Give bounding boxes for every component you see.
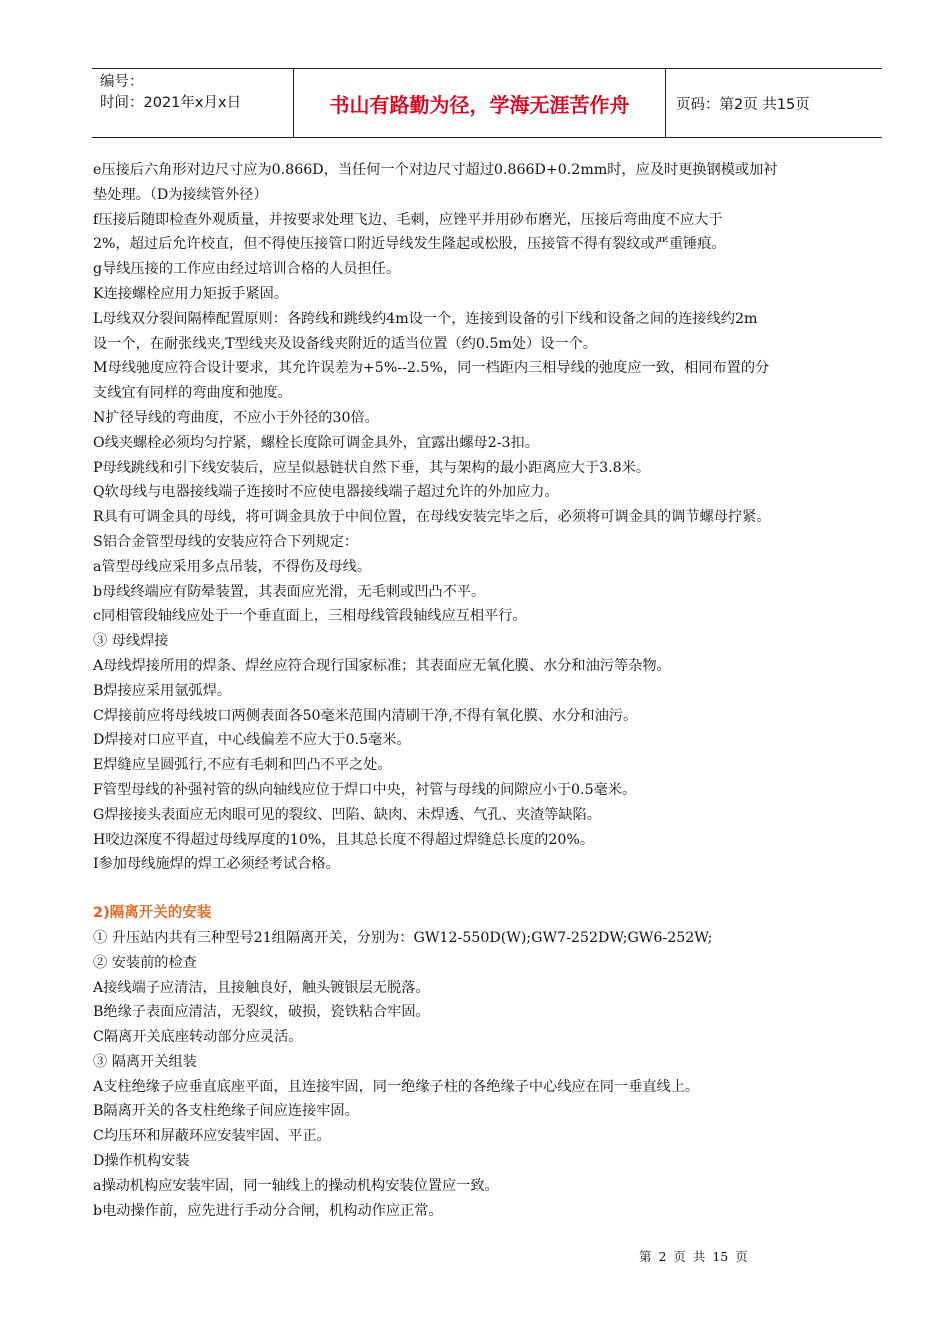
text-line: 支线宜有同样的弯曲度和弛度。 bbox=[93, 385, 292, 402]
text-line: ① 升压站内共有三种型号21组隔离开关，分别为：GW12-550D(W);GW7-252DW;GW6-252W; bbox=[93, 929, 713, 946]
text-line: a操动机构应安装牢固，同一轴线上的操动机构安装位置应一致。 bbox=[93, 1177, 499, 1194]
text-line: a管型母线应采用多点吊装，不得伤及母线。 bbox=[93, 558, 372, 575]
text-line: M母线驰度应符合设计要求，其允许误差为+5%--2.5%，同一档距内三相导线的弛度应一致，相同布置的分 bbox=[93, 360, 770, 377]
header-motto: 书山有路勤为径，学海无涯苦作舟 bbox=[294, 69, 666, 137]
text-line: B隔离开关的各支柱绝缘子间应连接牢固。 bbox=[93, 1103, 359, 1120]
busbar-section-text bbox=[93, 158, 893, 877]
text-line: B焊接应采用氩弧焊。 bbox=[93, 682, 232, 699]
text-line: I参加母线施焊的焊工必须经考试合格。 bbox=[93, 856, 340, 873]
text-line: ③ 隔离开关组装 bbox=[93, 1053, 197, 1070]
text-line: b电动操作前，应先进行手动分合闸，机构动作应正常。 bbox=[93, 1202, 443, 1219]
text-line: H咬边深度不得超过母线厚度的10%，且其总长度不得超过焊缝总长度的20%。 bbox=[93, 831, 595, 848]
text-line: S铝合金管型母线的安装应符合下列规定： bbox=[93, 533, 359, 550]
disconnector-section-text bbox=[93, 926, 893, 1224]
text-line: P母线跳线和引下线安装后，应呈似悬链状自然下垂，其与架构的最小距离应大于3.8米。 bbox=[93, 459, 651, 476]
text-line: E焊缝应呈圆弧行,不应有毛刺和凹凸不平之处。 bbox=[93, 757, 392, 774]
section-heading: 2)隔离开关的安装 bbox=[93, 905, 212, 922]
text-line: N扩径导线的弯曲度，不应小于外径的30倍。 bbox=[93, 409, 379, 426]
text-line: G焊接接头表面应无肉眼可见的裂纹、凹陷、缺肉、未焊透、气孔、夹渣等缺陷。 bbox=[93, 806, 601, 823]
text-line: f压接后随即检查外观质量，并按要求处理飞边、毛刺，应锉平并用砂布磨光，压接后弯曲度不应大于 bbox=[93, 211, 723, 228]
text-line: F管型母线的补强衬管的纵向轴线应位于焊口中央，衬管与母线的间隙应小于0.5毫米。 bbox=[93, 781, 637, 798]
text-line: 设一个，在耐张线夹,T型线夹及设备线夹附近的适当位置（约0.5m处）设一个。 bbox=[93, 335, 597, 352]
text-line: c同相管段轴线应处于一个垂直面上，三相母线管段轴线应互相平行。 bbox=[93, 608, 527, 625]
text-line: C均压环和屏蔽环应安装牢固、平正。 bbox=[93, 1128, 331, 1145]
text-line: b母线终端应有防晕装置，其表面应光滑，无毛刺或凹凸不平。 bbox=[93, 583, 486, 600]
text-line: A支柱绝缘子应垂直底座平面，且连接牢固，同一绝缘子柱的各绝缘子中心线应在同一垂直线上。 bbox=[93, 1078, 700, 1095]
text-line: C隔离开关底座转动部分应灵活。 bbox=[93, 1029, 303, 1046]
header-meta bbox=[92, 69, 294, 137]
text-line: Q软母线与电器接线端子连接时不应使电器接线端子超过允许的外加应力。 bbox=[93, 484, 559, 501]
text-line: 2%，超过后允许校直，但不得使压接管口附近导线发生隆起或松股，压接管不得有裂纹或严重锤痕。 bbox=[93, 236, 726, 253]
page-header bbox=[92, 68, 882, 138]
text-line: D操作机构安装 bbox=[93, 1153, 190, 1170]
text-line: g导线压接的工作应由经过培训合格的人员担任。 bbox=[93, 261, 401, 278]
text-line: O线夹螺栓必须均匀拧紧，螺栓长度除可调金具外，宜露出螺母2-3扣。 bbox=[93, 434, 539, 451]
text-line: 垫处理。（D为接续管外径） bbox=[93, 186, 268, 203]
header-page-info: 页码：第2页 共15页 bbox=[676, 96, 810, 113]
text-line: A接线端子应清洁，且接触良好，触头镀银层无脱落。 bbox=[93, 979, 430, 996]
text-line: R具有可调金具的母线，将可调金具放于中间位置，在母线安装完毕之后，必须将可调金具的调节螺母拧紧。 bbox=[93, 509, 771, 526]
section-gap bbox=[93, 877, 893, 901]
header-number-label: 编号： bbox=[100, 74, 144, 90]
text-line: ② 安装前的检查 bbox=[93, 954, 197, 971]
text-line: ③ 母线焊接 bbox=[93, 633, 169, 650]
text-line: K连接螺栓应用力矩扳手紧固。 bbox=[93, 285, 289, 302]
text-line: L母线双分裂间隔棒配置原则：各跨线和跳线约4m设一个，连接到设备的引下线和设备之间的连接线约2m bbox=[93, 310, 758, 327]
text-line: e压接后六角形对边尺寸应为0.866D，当任何一个对边尺寸超过0.866D+0.2mm时，应及时更换钢模或加衬 bbox=[93, 162, 778, 178]
text-line: D焊接对口应平直，中心线偏差不应大于0.5毫米。 bbox=[93, 732, 411, 749]
text-line: C焊接前应将母线坡口两侧表面各50毫米范围内清刷干净,不得有氧化膜、水分和油污。 bbox=[93, 707, 638, 724]
text-line: A母线焊接所用的焊条、焊丝应符合现行国家标准；其表面应无氧化膜、水分和油污等杂物。 bbox=[93, 657, 671, 674]
text-line: B绝缘子表面应清洁，无裂纹，破损，瓷铁粘合牢固。 bbox=[93, 1004, 430, 1021]
document-body bbox=[93, 158, 893, 1223]
header-date: 时间：2021年x月x日 bbox=[100, 95, 242, 111]
page-footer: 第 2 页 共 15 页 bbox=[639, 1249, 748, 1264]
